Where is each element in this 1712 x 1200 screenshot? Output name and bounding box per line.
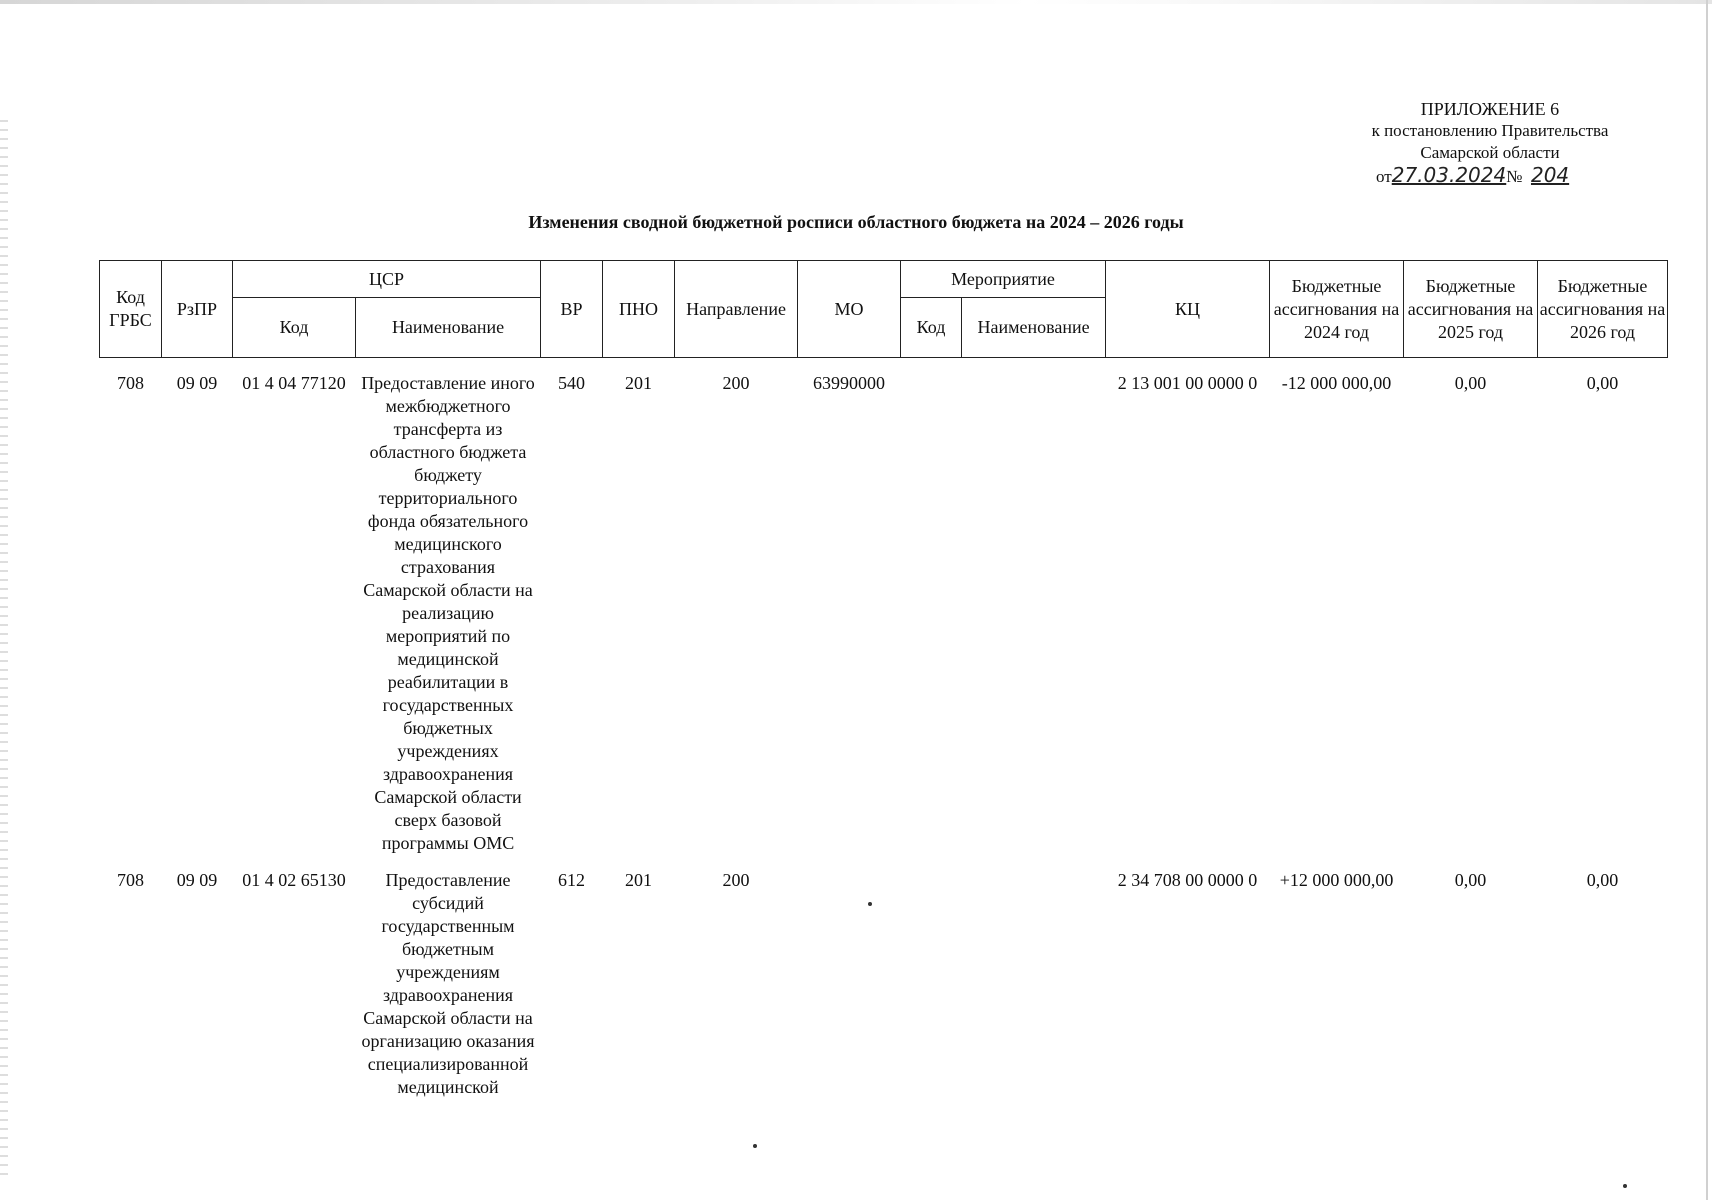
cell-csr-code: 01 4 02 65130 [242,870,346,890]
approval-line-2: Самарской области [1420,143,1560,162]
cell-mo: 63990000 [813,373,886,393]
budget-table [99,260,1668,1099]
cell-y2026: 0,00 [1586,373,1619,393]
scan-edge-left [0,120,8,1180]
header-rzpr: РзПР [162,261,233,358]
table-body [100,358,1668,1100]
document-title: Изменения сводной бюджетной росписи областного бюджета на 2024 – 2026 годы [528,212,1184,232]
cell-y2026: 0,00 [1586,870,1619,890]
header-y2026: Бюджетные ассигнования на 2026 год [1538,261,1668,358]
cell-rzpr: 09 09 [176,870,218,890]
scan-edge-top [0,0,1712,4]
cell-y2024: -12 000 000,00 [1281,373,1392,393]
cell-csr-name: Предоставление субсидий государственным бюджетным учреждениям здравоохранения Самарской области на организацию оказания специализированной медицинской [361,870,535,1097]
cell-mo [798,855,901,1099]
approval-line-1: к постановлению Правительства [1371,121,1609,140]
cell-event-code [901,855,962,1099]
date-prefix: от [1376,167,1392,186]
header-y2024: Бюджетные ассигнования на 2024 год [1270,261,1404,358]
header-csr-code: Код [233,298,356,358]
cell-kc: 2 13 001 00 0000 0 [1117,373,1258,393]
approval-block [1330,98,1650,188]
header-vr: ВР [541,261,603,358]
scan-speck [753,1144,757,1148]
header-grbs: Код ГРБС [100,261,162,358]
header-mo: МО [798,261,901,358]
cell-y2025: 0,00 [1454,373,1487,393]
header-event-name: Наименование [962,298,1106,358]
cell-grbs: 708 [117,870,144,890]
cell-vr: 612 [558,870,586,890]
table-row [100,358,1668,856]
cell-rzpr: 09 09 [176,373,218,393]
scan-speck [1623,1184,1627,1188]
cell-event-name [962,358,1106,856]
cell-event-code [901,358,962,856]
table-row [100,855,1668,1099]
handwritten-number: 204 [1530,163,1570,187]
header-pno: ПНО [603,261,675,358]
header-csr-name: Наименование [356,298,541,358]
header-y2025: Бюджетные ассигнования на 2025 год [1404,261,1538,358]
cell-direction: 200 [722,870,750,890]
header-event-code: Код [901,298,962,358]
header-csr: ЦСР [233,261,541,298]
cell-direction: 200 [722,373,750,393]
cell-grbs: 708 [117,373,144,393]
header-direction: Направление [675,261,798,358]
cell-csr-code: 01 4 04 77120 [242,373,346,393]
cell-pno: 201 [625,373,653,393]
cell-event-name [962,855,1106,1099]
cell-y2025: 0,00 [1454,870,1487,890]
number-prefix: № [1506,167,1523,186]
header-event: Мероприятие [901,261,1106,298]
cell-kc: 2 34 708 00 0000 0 [1117,870,1258,890]
cell-csr-name: Предоставление иного межбюджетного трансферта из областного бюджета бюджету территориального фонда обязательного медицинского страхования Самарской области на реализацию мероприятий по медицинской реабилитации в государственных бюджетных учреждениях здравоохранения Самарской области сверх базовой программы ОМС [361,373,535,853]
appendix-heading: ПРИЛОЖЕНИЕ 6 [1420,99,1560,119]
scan-edge-right [1706,0,1708,1200]
cell-vr: 540 [558,373,586,393]
table-header [100,261,1668,358]
approval-date-line [1330,164,1650,188]
cell-y2024: +12 000 000,00 [1279,870,1394,890]
scan-speck [868,902,872,906]
handwritten-date: 27.03.2024 [1391,163,1507,187]
header-kc: КЦ [1106,261,1270,358]
cell-pno: 201 [625,870,653,890]
